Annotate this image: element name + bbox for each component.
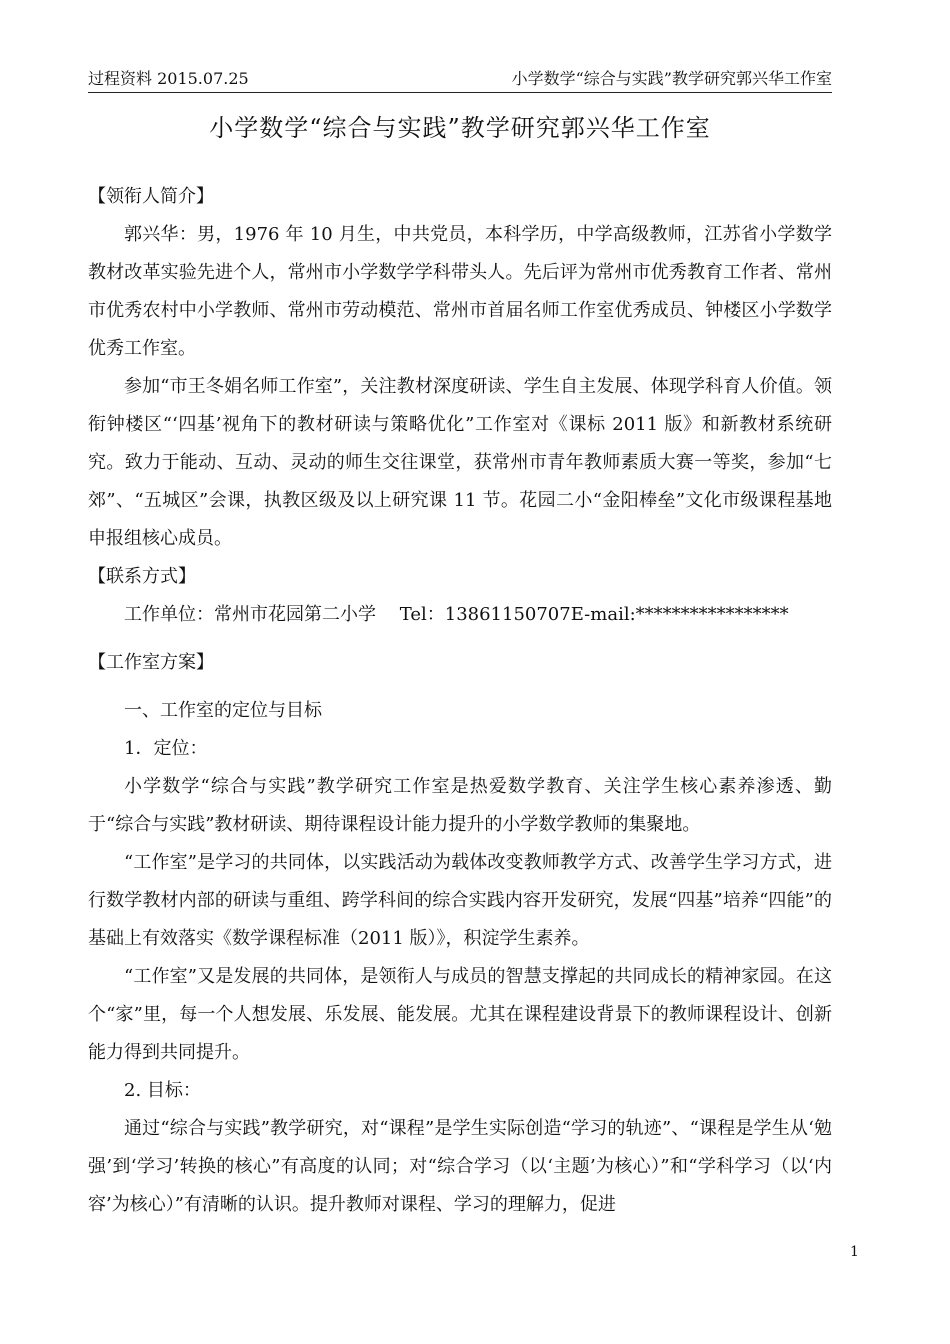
page-header [88,66,832,93]
plan-paragraph-3: “工作室”又是发展的共同体，是领衔人与成员的智慧支撑起的共同成长的精神家园。在这个“家”里，每一个人想发展、乐发展、能发展。尤其在课程建设背景下的教师课程设计、创新能力得到共同提升。 [88,966,832,1063]
document-body [88,178,832,1224]
header-left-text: 过程资料 2015.07.25 [88,69,249,88]
leader-paragraph-2: 参加“市王冬娟名师工作室”，关注教材深度研读、学生自主发展、体现学科育人价值。领衔钟楼区“‘四基’视角下的教材研读与策略优化”工作室对《课标 2011 版》和新教材系统研究。致力于能动、互动、灵动的师生交往课堂，获常州市青年教师素质大赛一等奖，参加“七郊”、“五城区”会课，执教区级及以上研究课 11 节。花园二小“金阳棒垒”文化市级课程基地申报组核心成员。 [88,376,832,549]
leader-paragraph-1: 郭兴华：男，1976 年 10 月生，中共党员，本科学历，中学高级教师，江苏省小学数学教材改革实验先进个人，常州市小学数学学科带头人。先后评为常州市优秀教育工作者、常州市优秀农村中小学教师、常州市劳动模范、常州市首届名师工作室优秀成员、钟楼区小学数学优秀工作室。 [88,224,832,359]
document-title: 小学数学“综合与实践”教学研究郭兴华工作室 [209,114,711,142]
leader-heading: 【领衔人简介】 [88,186,214,207]
page-number: 1 [850,1244,859,1260]
plan-subheading-1-1: 1．定位： [124,738,208,759]
plan-paragraph-1: 小学数学“综合与实践”教学研究工作室是热爱数学教育、关注学生核心素养渗透、勤于“综合与实践”教材研读、期待课程设计能力提升的小学数学教师的集聚地。 [88,776,832,835]
plan-heading: 【工作室方案】 [88,652,214,673]
plan-paragraph-2: “工作室”是学习的共同体，以实践活动为载体改变教师教学方式、改善学生学习方式，进行数学教材内部的研读与重组、跨学科间的综合实践内容开发研究，发展“四基”培养“四能”的基础上有效落实《数学课程标准（2011 版）》，积淀学生素养。 [88,852,832,949]
plan-subheading-1-2: 2. 目标： [124,1080,201,1101]
contact-heading: 【联系方式】 [88,566,196,587]
contact-line: 工作单位：常州市花园第二小学 Tel：13861150707E-mail:***************** [124,604,789,625]
plan-paragraph-4: 通过“综合与实践”教学研究，对“课程”是学生实际创造“学习的轨迹”、“课程是学生从‘勉强’到‘学习’转换的核心”有高度的认同；对“综合学习（以‘主题’为核心）”和“学科学习（以‘内容’为核心）”有清晰的认识。提升教师对课程、学习的理解力，促进 [88,1118,832,1215]
plan-subheading-1: 一、工作室的定位与目标 [124,700,322,721]
header-right-text: 小学数学“综合与实践”教学研究郭兴华工作室 [511,69,832,88]
